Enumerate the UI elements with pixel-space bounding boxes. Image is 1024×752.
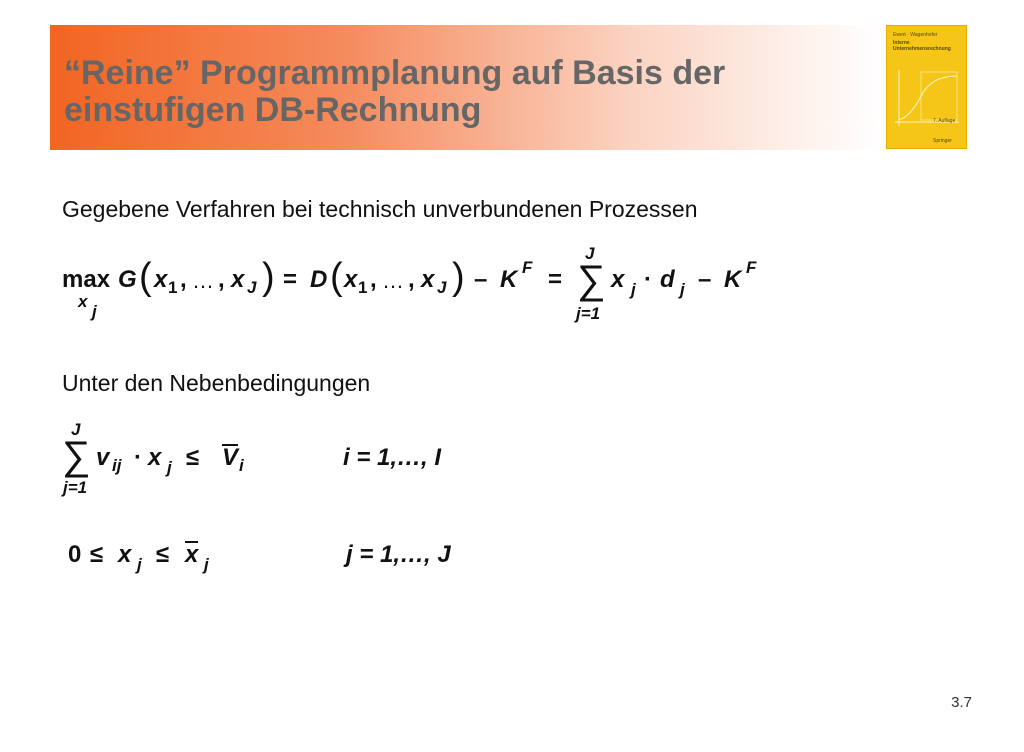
title-banner: [50, 25, 880, 150]
page-number: 3.7: [951, 694, 972, 711]
c2-x-sub: j: [137, 555, 142, 574]
x1-b-sub: 1: [358, 278, 368, 297]
book-title-line-1: Interne: [893, 40, 910, 46]
minus-2: –: [698, 266, 712, 293]
max-operator: max: [62, 266, 111, 293]
max-sub-j: j: [92, 302, 97, 321]
c2-leq-2: ≤: [156, 541, 170, 568]
x1: x: [154, 266, 168, 293]
c2-x: x: [118, 541, 132, 568]
max-sub-x: x: [78, 292, 88, 311]
dj-sub: j: [680, 280, 685, 299]
c1-dot: ·: [134, 444, 142, 471]
constraints-heading: Unter den Nebenbedingungen: [62, 370, 371, 396]
book-author: Ewert · Wagenhofer: [893, 32, 938, 38]
comma-1: ,: [180, 266, 187, 293]
K-2-sup-F: F: [746, 258, 757, 277]
c1-V: V: [222, 444, 239, 471]
xj: x: [611, 266, 625, 293]
c2-zero: 0: [68, 541, 82, 568]
sum-upper: J: [585, 244, 595, 263]
dot-1: ·: [644, 266, 652, 293]
xj-sub: j: [631, 280, 636, 299]
comma-4: ,: [408, 266, 415, 293]
xJ: x: [231, 266, 245, 293]
sum-sign: ∑: [577, 258, 606, 302]
equals-2: =: [548, 266, 563, 293]
c2-xbar-sub: j: [204, 555, 209, 574]
slide-title-line-2: einstufigen DB-Rechnung: [64, 91, 482, 129]
ellipsis-2: …: [382, 268, 404, 293]
book-cover-image: [886, 25, 967, 149]
c1-v-sub: ij: [112, 456, 122, 475]
c2-leq-1: ≤: [90, 541, 104, 568]
book-publisher: Springer: [933, 138, 952, 144]
rparen-1: ): [262, 256, 275, 298]
c1-sum-upper: J: [71, 420, 81, 439]
slide-title: [64, 55, 725, 129]
symbol-D: D: [310, 266, 328, 293]
minus-1: –: [474, 266, 488, 293]
slide-title-line-1: “Reine” Programmplanung auf Basis der: [64, 54, 726, 92]
lparen-1: (: [139, 256, 152, 298]
c1-x-sub: j: [167, 458, 172, 477]
book-edition: 7. Auflage: [933, 118, 956, 124]
intro-text: Gegebene Verfahren bei technisch unverbundenen Prozessen: [62, 196, 698, 222]
x1-sub: 1: [168, 278, 178, 297]
symbol-G: G: [118, 266, 137, 293]
xJ-b-sub: J: [437, 278, 447, 297]
x1-b: x: [344, 266, 358, 293]
xJ-sub: J: [247, 278, 257, 297]
symbol-K: K: [500, 266, 518, 293]
c1-V-sub: i: [239, 456, 244, 475]
comma-2: ,: [218, 266, 225, 293]
c1-sum-sign: ∑: [62, 434, 91, 478]
c1-v: v: [96, 444, 110, 471]
c1-index-range: i = 1,…, I: [343, 444, 442, 471]
ellipsis-1: …: [192, 268, 214, 293]
equals-1: =: [283, 266, 298, 293]
c2-index-range: j = 1,…, J: [346, 541, 451, 568]
symbol-K-2: K: [724, 266, 742, 293]
lparen-2: (: [330, 256, 343, 298]
c2-xbar: x: [185, 541, 199, 568]
c1-sum-lower: j=1: [63, 478, 88, 497]
rparen-2: ): [452, 256, 465, 298]
xJ-b: x: [421, 266, 435, 293]
sum-lower: j=1: [576, 304, 601, 323]
K-sup-F: F: [522, 258, 533, 277]
c1-leq: ≤: [186, 444, 200, 471]
comma-3: ,: [370, 266, 377, 293]
book-title-line-2: Unternehmensrechnung: [893, 46, 951, 52]
dj: d: [660, 266, 675, 293]
c1-x: x: [148, 444, 162, 471]
